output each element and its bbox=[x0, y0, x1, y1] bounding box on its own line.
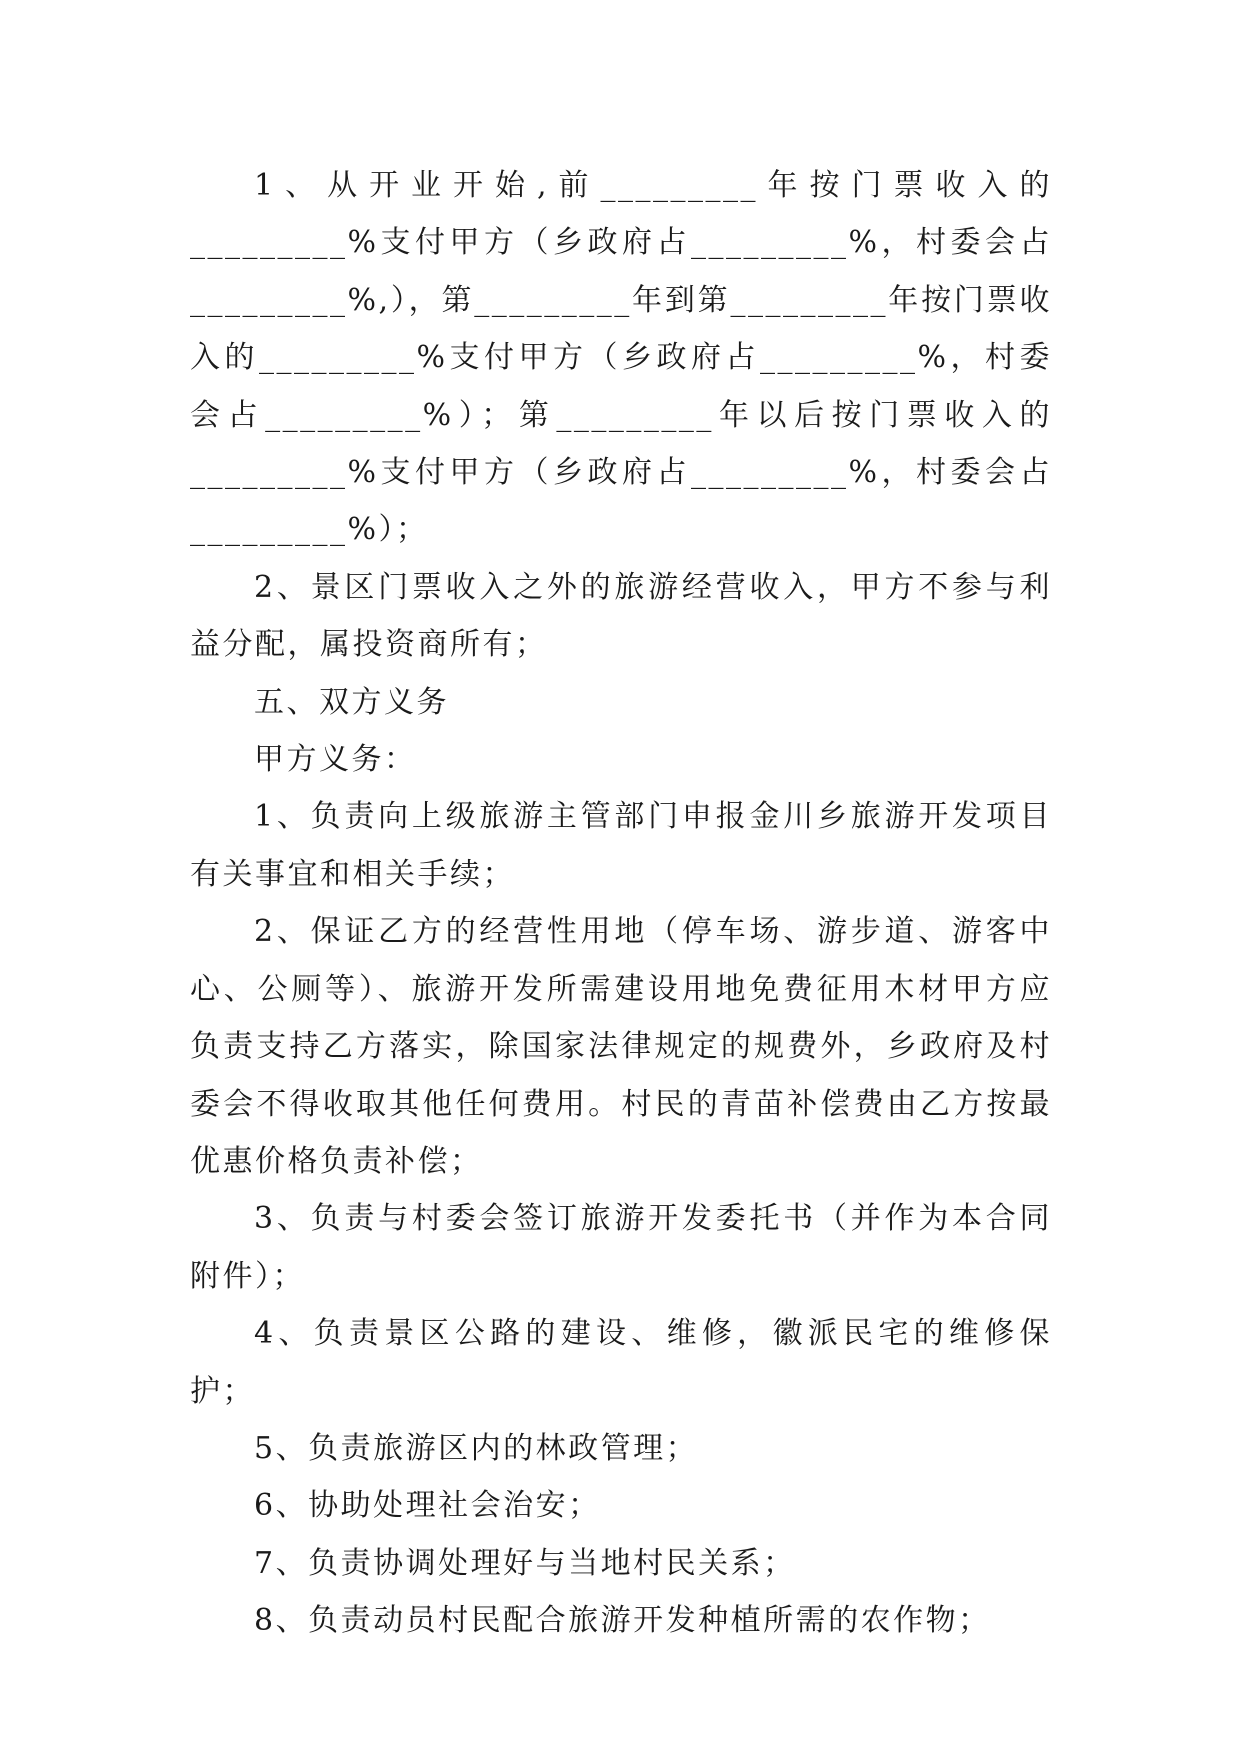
obligation-item-8: 8、负责动员村民配合旅游开发种植所需的农作物； bbox=[254, 1603, 991, 1639]
obligation-item-2: 2、保证乙方的经营性用地（停车场、游步道、游客中心、公厕等）、旅游开发所需建设用地免费征用木材甲方应负责支持乙方落实，除国家法律规定的规费外，乡政府及村委会不得收取其他任何费用。村民的青苗补偿费由乙方按最优惠价格负责补偿； bbox=[190, 914, 1052, 1179]
paragraph-other-revenue: 2、景区门票收入之外的旅游经营收入，甲方不参与利益分配，属投资商所有； bbox=[190, 569, 1052, 663]
document-body bbox=[190, 157, 1052, 1650]
obligation-item-5: 5、负责旅游区内的林政管理； bbox=[254, 1430, 699, 1466]
obligation-item-7: 7、负责协调处理好与当地村民关系； bbox=[254, 1545, 796, 1581]
obligation-item-1: 1、负责向上级旅游主管部门申报金川乡旅游开发项目有关事宜和相关手续； bbox=[190, 799, 1052, 892]
obligation-item-4: 4、负责景区公路的建设、维修，徽派民宅的维修保护； bbox=[190, 1316, 1052, 1409]
subheading-party-a-obligations: 甲方义务： bbox=[254, 742, 417, 778]
obligation-item-6: 6、协助处理社会治安； bbox=[254, 1488, 601, 1524]
obligation-item-3: 3、负责与村委会签订旅游开发委托书（并作为本合同附件）； bbox=[190, 1201, 1052, 1294]
section-heading-obligations: 五、双方义务 bbox=[254, 684, 449, 720]
paragraph-revenue-split: 1、从开业开始,前_________年按门票收入的_________%支付甲方（乡政府占_________%，村委会占_________%,），第_________年到第_________年按门票收入的_________%支付甲方（乡政府占_________%，村委会占_________%）；第_________年以后按门票收入的_________%支付甲方（乡政府占_________%，村委会占_________%）； bbox=[190, 168, 1052, 548]
